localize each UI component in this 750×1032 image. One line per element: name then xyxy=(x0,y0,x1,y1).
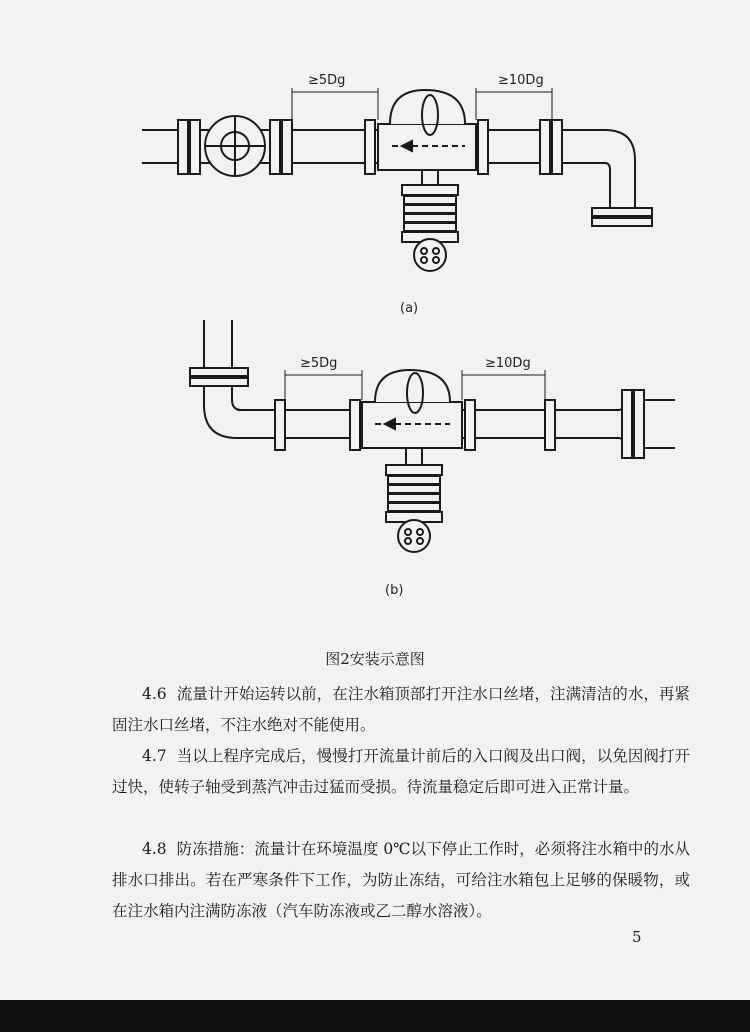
paragraph-text: 流量计开始运转以前，在注水箱顶部打开注水口丝堵，注满清洁的水，再紧固注水口丝堵，不注水绝对不能使用。 xyxy=(112,685,690,734)
dim-label-b-right: ≥10Dg xyxy=(485,356,531,371)
paragraph-text: 防冻措施：流量计在环境温度 0℃以下停止工作时，必须将注水箱中的水从排水口排出。若在严寒条件下工作，为防止冻结，可给注水箱包上足够的保暖物，或在注水箱内注满防冻液（汽车防冻液或乙二醇水溶液）。 xyxy=(112,840,690,920)
section-number: 4.7 xyxy=(142,747,167,765)
paragraph-4-6 xyxy=(112,679,690,741)
dim-label-b-left: ≥5Dg xyxy=(300,356,338,371)
installation-diagram-a xyxy=(120,60,680,340)
section-number: 4.8 xyxy=(142,840,167,858)
paragraph-text: 当以上程序完成后，慢慢打开流量计前后的入口阀及出口阀，以免因阀打开过快，使转子轴受到蒸汽冲击过猛而受损。待流量稳定后即可进入正常计量。 xyxy=(112,747,690,796)
page-number: 5 xyxy=(632,928,642,946)
scan-border xyxy=(0,1000,750,1032)
figure-caption: 图2安装示意图 xyxy=(325,650,425,668)
figure-label-a: (a) xyxy=(400,301,419,316)
paragraph-4-8 xyxy=(112,834,690,927)
paragraph-4-7 xyxy=(112,741,690,803)
figure-label-b: (b) xyxy=(385,583,404,598)
dim-label-a-right: ≥10Dg xyxy=(498,73,544,88)
section-number: 4.6 xyxy=(142,685,167,703)
dim-label-a-left: ≥5Dg xyxy=(308,73,346,88)
installation-diagram-b xyxy=(180,320,680,610)
